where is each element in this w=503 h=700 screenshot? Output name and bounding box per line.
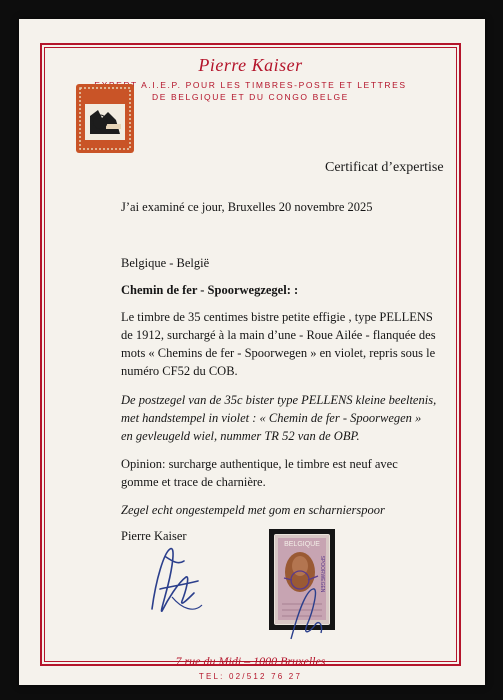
- fr-description-4: numéro CF52 du COB.: [121, 364, 238, 378]
- expert-subtitle-2: DE BELGIQUE ET DU CONGO BELGE: [152, 92, 349, 102]
- nl-description-2: met handstempel in violet : « Chemin de fer - Spoorwegen »: [121, 411, 422, 425]
- certificate-frame: [40, 43, 461, 681]
- stamp: [274, 534, 330, 625]
- footer-telephone: TEL: 02/512 76 27: [198, 672, 303, 681]
- fr-description-2: de 1912, surchargé à la main d’une - Roue Ailée - flanquée des: [121, 328, 436, 342]
- fr-description-1: Le timbre de 35 centimes bistre petite effigie , type PELLENS: [121, 310, 433, 324]
- opinion-2: gomme et trace de charnière.: [121, 475, 266, 489]
- nl-description-1: De postzegel van de 35c bister type PELLENS kleine beeltenis,: [121, 393, 437, 407]
- signatory-name: Pierre Kaiser: [121, 529, 187, 543]
- nl-opinion: Zegel echt ongestempeld met gom en scharnierspoor: [121, 503, 385, 517]
- stamp-photo-mount: [269, 529, 335, 630]
- opinion-1: Opinion: surcharge authentique, le timbre est neuf avec: [121, 457, 398, 471]
- expert-subtitle-1: EXPERT A.I.E.P. POUR LES TIMBRES-POSTE ET LETTRES: [94, 80, 407, 90]
- stamp-top-text: BELGIQUE: [284, 541, 320, 548]
- handwritten-signature: [142, 539, 208, 629]
- fr-description-3: mots « Chemins de fer - Spoorwegen » en violet, repris sous le: [121, 346, 436, 360]
- country-line: Belgique - België: [121, 256, 210, 270]
- nl-description-3: en gevleugeld wiel, nummer TR 52 van de OBP.: [121, 429, 360, 443]
- examination-line: J’ai examiné ce jour, Bruxelles 20 novembre 2025: [121, 200, 373, 214]
- stamp-signature-overlay: [283, 577, 331, 647]
- expert-name: Pierre Kaiser: [198, 55, 303, 75]
- footer-address: 7 rue du Midi – 1000 Bruxelles: [175, 654, 326, 668]
- certificate-sheet: [19, 19, 485, 685]
- aiep-logo: [76, 84, 134, 153]
- stamp-heading: Chemin de fer - Spoorwegzegel: :: [121, 283, 299, 297]
- certificate-title: Certificat d’expertise: [325, 160, 444, 175]
- stamp-overprint-text: SPOORWEGEN: [319, 555, 325, 593]
